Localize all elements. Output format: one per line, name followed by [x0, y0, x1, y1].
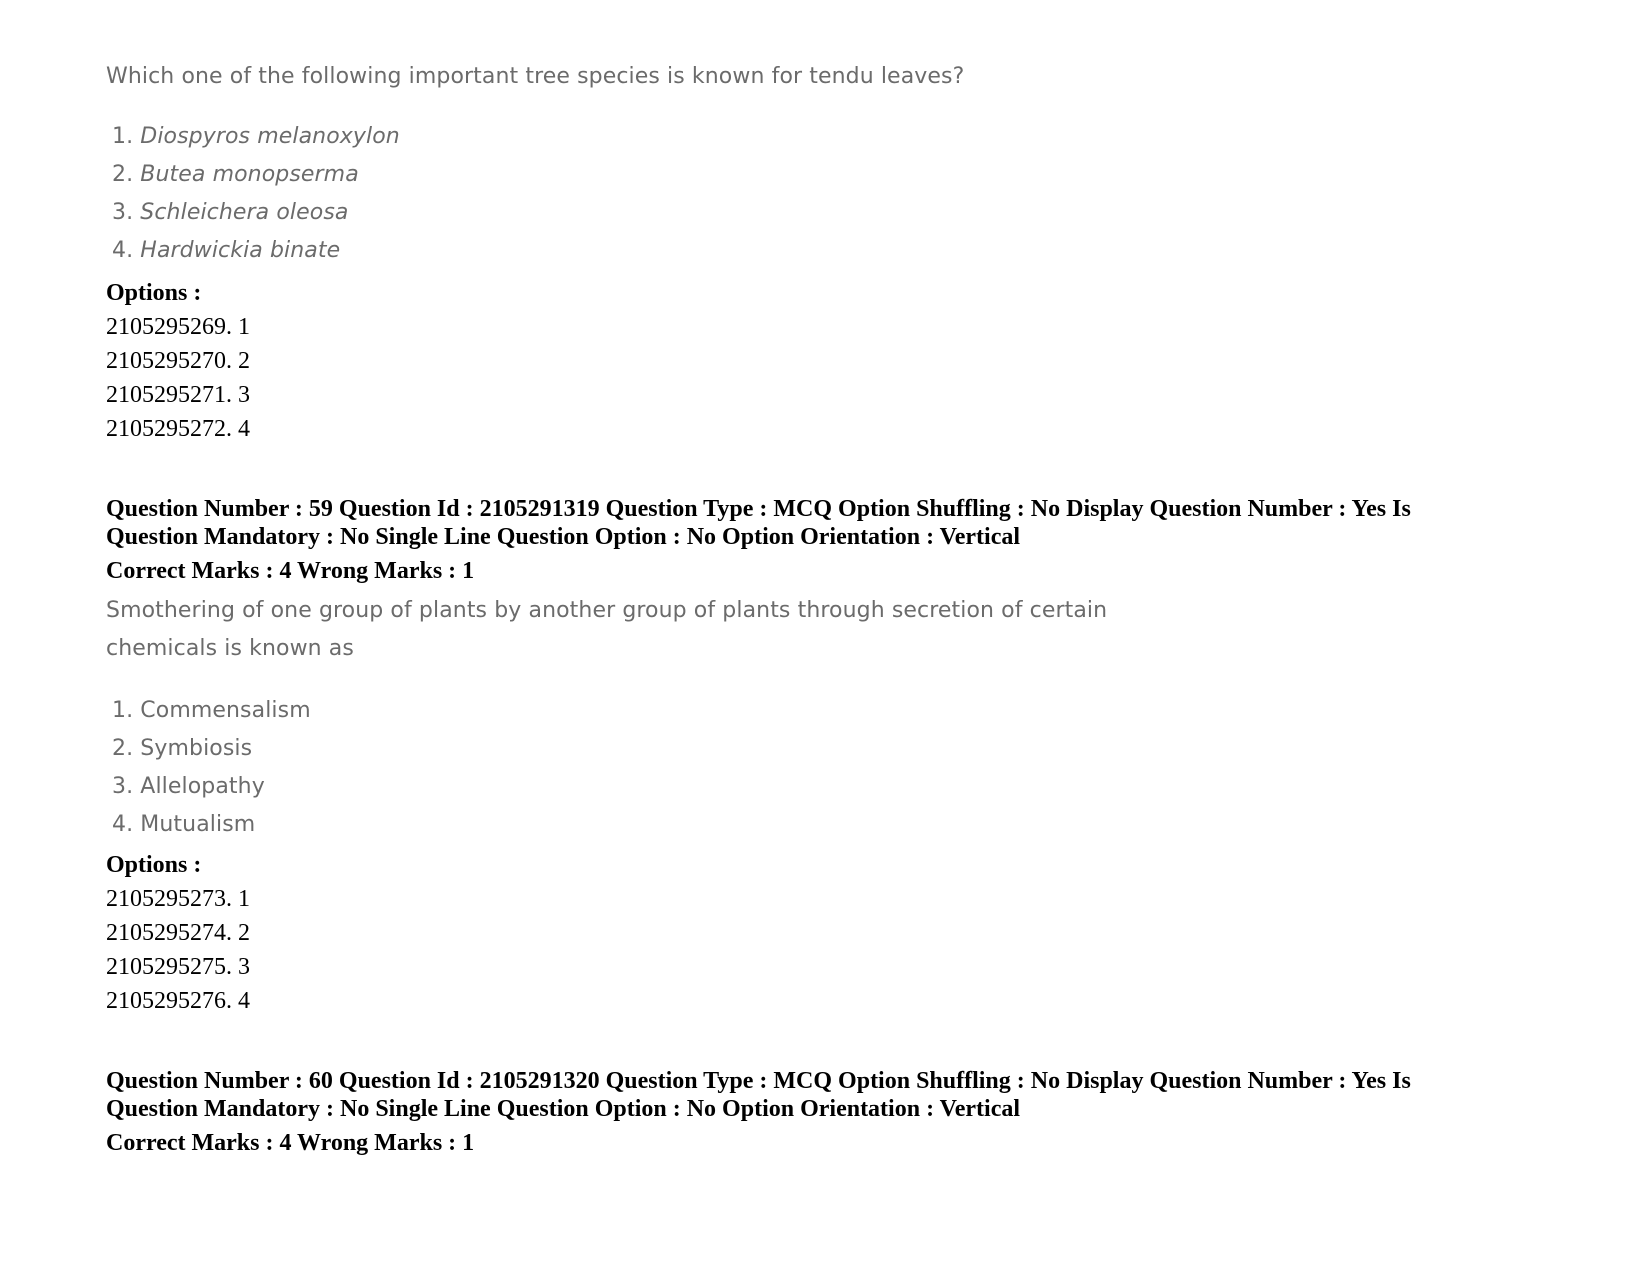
question-58-choice-3: [112, 200, 348, 225]
question-59-option-2: 2105295274. 2: [106, 920, 250, 946]
choice-text: Hardwickia binate: [140, 238, 341, 263]
choice-text: Commensalism: [140, 698, 311, 723]
choice-text: Allelopathy: [140, 774, 265, 799]
question-58-option-3: 2105295271. 3: [106, 382, 250, 408]
choice-number: 3.: [112, 200, 141, 225]
choice-text: Butea monopserma: [140, 162, 359, 187]
question-59-choice-1: [112, 698, 311, 723]
choice-text: Schleichera oleosa: [140, 200, 349, 225]
choice-text: Diospyros melanoxylon: [140, 124, 400, 149]
question-58-choice-2: [112, 162, 359, 187]
question-58-choice-4: [112, 238, 340, 263]
question-58-choice-1: [112, 124, 400, 149]
choice-number: 2.: [112, 162, 141, 187]
choice-number: 2.: [112, 736, 141, 761]
question-58-option-1: 2105295269. 1: [106, 314, 250, 340]
choice-number: 4.: [112, 812, 141, 837]
question-59-choice-4: [112, 812, 255, 837]
question-58-options-label: Options :: [106, 280, 202, 306]
question-60-marks: Correct Marks : 4 Wrong Marks : 1: [106, 1130, 475, 1156]
question-59-option-4: 2105295276. 4: [106, 988, 250, 1014]
choice-number: 4.: [112, 238, 141, 263]
choice-number: 1.: [112, 698, 141, 723]
question-58-text: Which one of the following important tree species is known for tendu leaves?: [106, 64, 965, 89]
question-59-option-1: 2105295273. 1: [106, 886, 250, 912]
choice-number: 1.: [112, 124, 141, 149]
question-59-marks: Correct Marks : 4 Wrong Marks : 1: [106, 558, 475, 584]
question-59-choice-3: [112, 774, 265, 799]
choice-text: Mutualism: [140, 812, 256, 837]
question-59-choice-2: [112, 736, 252, 761]
question-59-meta-line-1: Question Number : 59 Question Id : 2105291319 Question Type : MCQ Option Shuffling : No Display Question Number : Yes Is: [106, 496, 1411, 522]
question-58-option-2: 2105295270. 2: [106, 348, 250, 374]
question-60-meta-line-2: Question Mandatory : No Single Line Question Option : No Option Orientation : Vertical: [106, 1096, 1021, 1122]
question-59-meta-line-2: Question Mandatory : No Single Line Question Option : No Option Orientation : Vertical: [106, 524, 1021, 550]
choice-number: 3.: [112, 774, 141, 799]
question-59-options-label: Options :: [106, 852, 202, 878]
question-59-text-line-1: Smothering of one group of plants by another group of plants through secretion of certain: [106, 598, 1108, 623]
question-60-meta-line-1: Question Number : 60 Question Id : 2105291320 Question Type : MCQ Option Shuffling : No Display Question Number : Yes Is: [106, 1068, 1411, 1094]
question-58-option-4: 2105295272. 4: [106, 416, 250, 442]
question-59-option-3: 2105295275. 3: [106, 954, 250, 980]
question-59-text-line-2: chemicals is known as: [106, 636, 354, 661]
choice-text: Symbiosis: [140, 736, 253, 761]
